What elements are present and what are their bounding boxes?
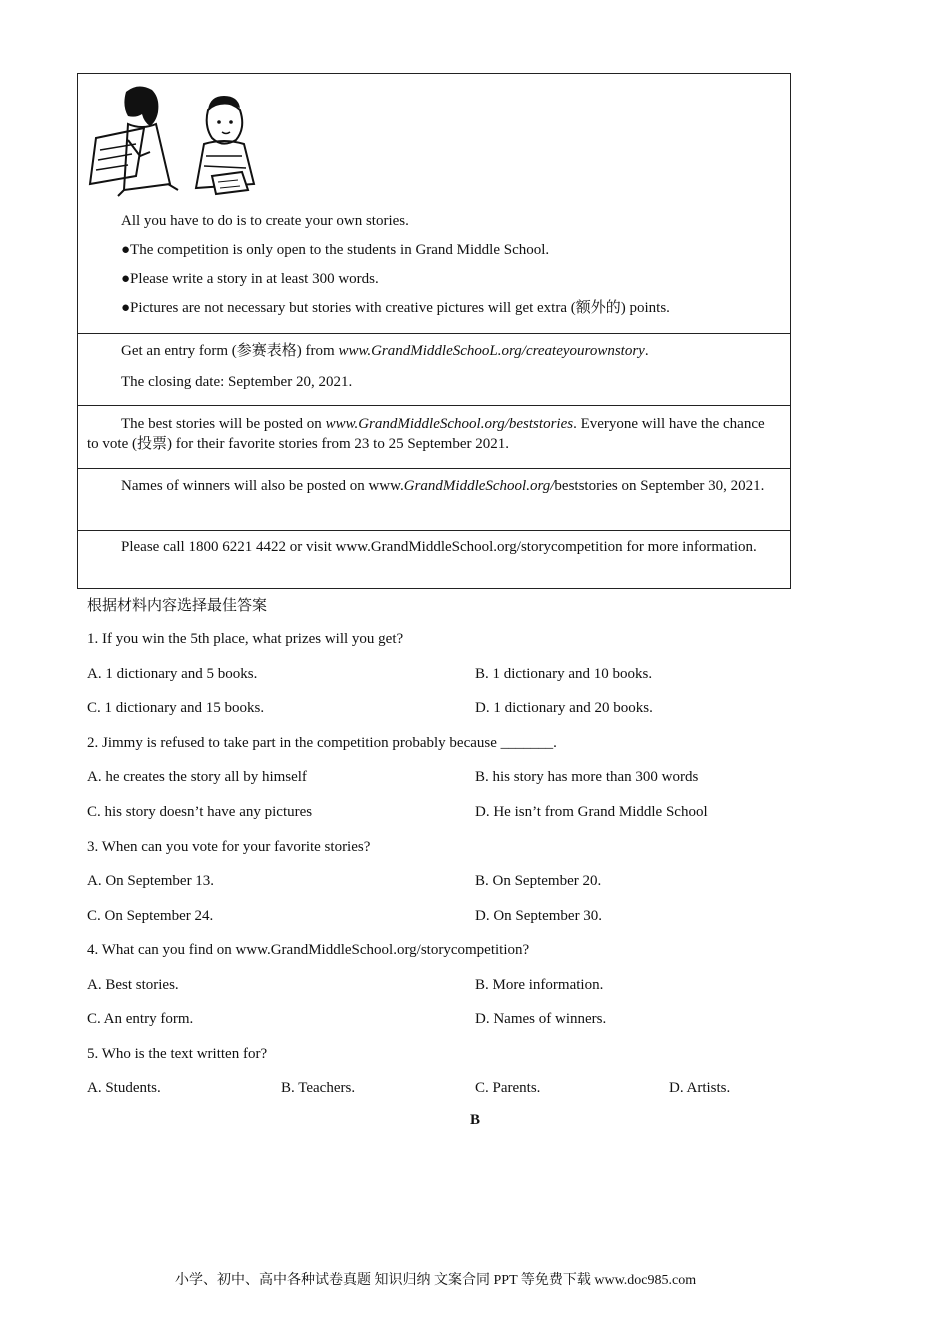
page-footer: 小学、初中、高中各种试卷真题 知识归纳 文案合同 PPT 等免费下载 www.doc985.com [175,1273,697,1288]
q1-option-d: D. 1 dictionary and 20 books. [475,700,653,716]
q4-option-a: A. Best stories. [87,977,179,993]
contact-paragraph: Please call 1800 6221 4422 or visit www.GrandMiddleSchool.org/storycompetition for more information. [121,539,757,555]
winners-paragraph: Names of winners will also be posted on www.GrandMiddleSchool.org/beststories on September 30, 2021. [121,478,765,494]
vote-paragraph: The best stories will be posted on www.GrandMiddleSchool.org/beststories. Everyone will have the chance to vote (投票) for their favorite stories from 23 to 25 September 2021. [87,416,765,452]
q4-option-b: B. More information. [475,977,604,993]
q3-option-a: A. On September 13. [87,873,215,889]
q1-option-c: C. 1 dictionary and 15 books. [87,700,265,716]
rules-section [78,74,790,334]
q3-option-b: B. On September 20. [475,873,602,889]
entry-section [78,334,790,406]
rule-item: ●The competition is only open to the students in Grand Middle School. [121,242,550,258]
q4-option-c: C. An entry form. [87,1011,194,1027]
rule-item: ●Pictures are not necessary but stories with creative pictures will get extra (额外的) points. [121,300,670,316]
question-3: 3. When can you vote for your favorite stories? [87,839,371,855]
q3-option-d: D. On September 30. [475,908,603,924]
q5-option-d: D. Artists. [669,1080,731,1096]
section-b-heading: B [469,1112,480,1128]
q4-option-d: D. Names of winners. [475,1011,607,1027]
question-2: 2. Jimmy is refused to take part in the competition probably because _______. [87,735,557,751]
question-1: 1. If you win the 5th place, what prizes will you get? [87,631,404,647]
q2-option-a: A. he creates the story all by himself [87,769,307,785]
entry-form-link[interactable]: www.GrandMiddleSchooL.org/createyourownstory [338,343,645,359]
q5-option-c: C. Parents. [475,1080,541,1096]
contact-section [78,531,790,588]
best-stories-link[interactable]: www.GrandMiddleSchool.org/beststories [325,416,574,432]
q1-option-a: A. 1 dictionary and 5 books. [87,666,258,682]
closing-date: The closing date: September 20, 2021. [121,374,353,390]
children-writing-illustration [88,80,268,200]
vote-section [78,406,790,469]
q5-option-b: B. Teachers. [281,1080,356,1096]
q1-option-b: B. 1 dictionary and 10 books. [475,666,653,682]
q2-option-b: B. his story has more than 300 words [475,769,699,785]
winners-link[interactable]: GrandMiddleSchool.org/ [403,478,555,494]
q2-option-c: C. his story doesn’t have any pictures [87,804,313,820]
notice-box [77,73,791,589]
question-4: 4. What can you find on www.GrandMiddleSchool.org/storycompetition? [87,942,530,958]
entry-form-line: Get an entry form (参赛表格) from www.GrandMiddleSchooL.org/createyourownstory. [121,343,649,359]
winners-section [78,469,790,531]
instruction: 根据材料内容选择最佳答案 [87,598,268,614]
rules-intro: All you have to do is to create your own stories. [121,213,409,229]
q3-option-c: C. On September 24. [87,908,214,924]
q5-option-a: A. Students. [87,1080,161,1096]
question-5: 5. Who is the text written for? [87,1046,268,1062]
q2-option-d: D. He isn’t from Grand Middle School [475,804,708,820]
rule-item: ●Please write a story in at least 300 words. [121,271,379,287]
